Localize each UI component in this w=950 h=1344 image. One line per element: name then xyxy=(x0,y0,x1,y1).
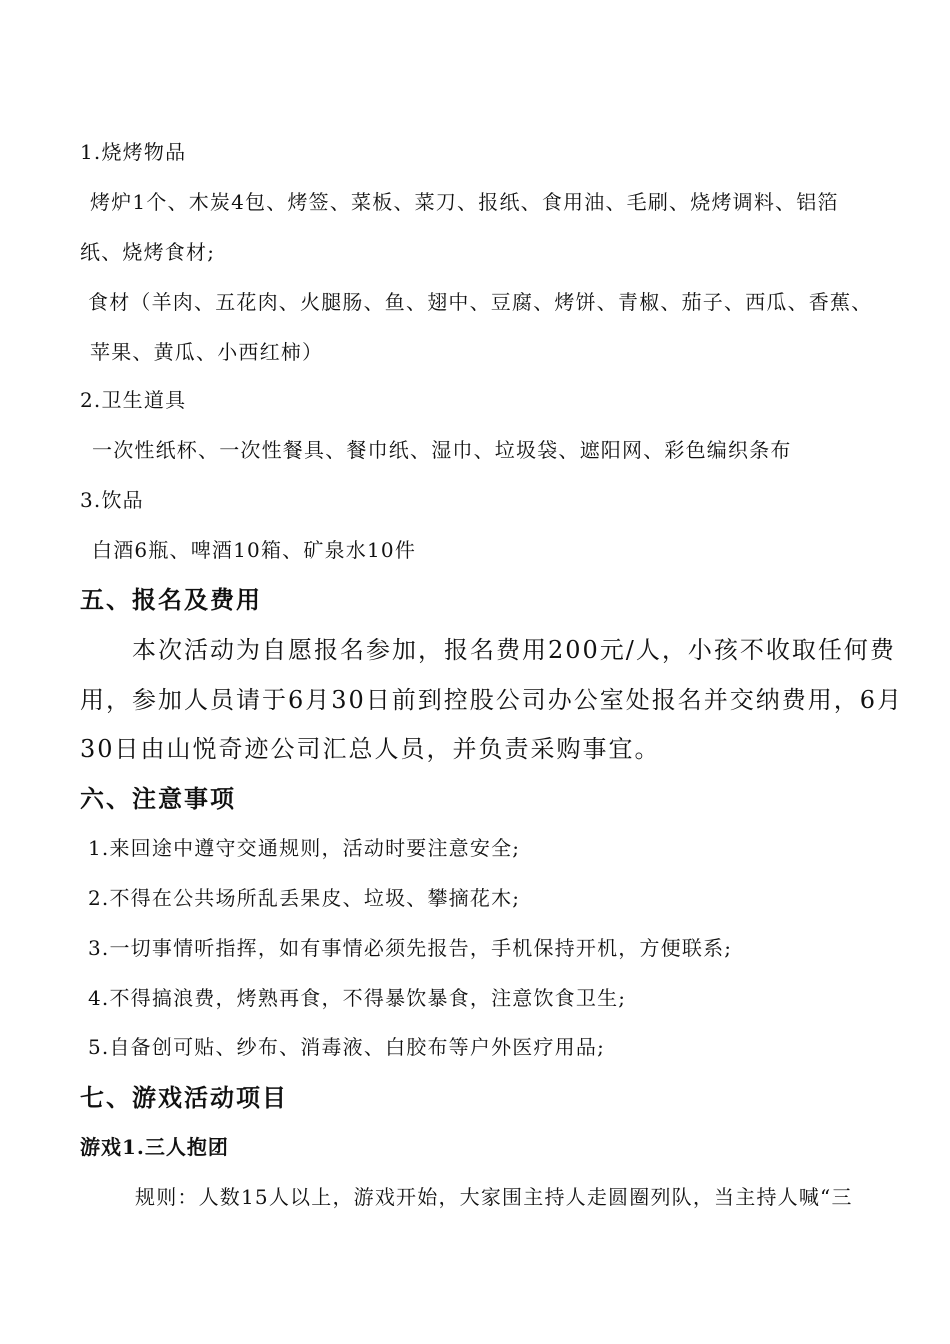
bbq-items-line-1: 烤炉1个、木炭4包、烤签、菜板、菜刀、报纸、食用油、毛刷、烧烤调料、铝箔 xyxy=(90,190,839,214)
notice-item-4: 4.不得搞浪费，烤熟再食，不得暴饮暴食，注意饮食卫生; xyxy=(88,986,627,1010)
notice-item-1: 1.来回途中遵守交通规则，活动时要注意安全; xyxy=(88,836,521,860)
notice-item-5: 5.自备创可贴、纱布、消毒液、白胶布等户外医疗用品; xyxy=(88,1035,606,1059)
drinks-title: 3.饮品 xyxy=(80,488,144,512)
game-1-rule: 规则：人数15人以上，游戏开始，大家围主持人走圆圈列队，当主持人喊“三 xyxy=(135,1185,853,1209)
section-5-heading: 五、报名及费用 xyxy=(80,585,262,614)
notice-item-3: 3.一切事情听指挥，如有事情必须先报告，手机保持开机，方便联系; xyxy=(88,936,733,960)
game-1-title: 游戏1.三人抱团 xyxy=(80,1135,229,1159)
section-7-heading: 七、游戏活动项目 xyxy=(80,1083,288,1112)
section-5-paragraph-line-3: 30日由山悦奇迹公司汇总人员，并负责采购事宜。 xyxy=(80,735,661,763)
section-5-paragraph-line-2: 用，参加人员请于6月30日前到控股公司办公室处报名并交纳费用，6月 xyxy=(80,686,904,714)
drinks-items: 白酒6瓶、啤酒10箱、矿泉水10件 xyxy=(92,538,417,562)
bbq-items-title: 1.烧烤物品 xyxy=(80,140,187,164)
hygiene-items: 一次性纸杯、一次性餐具、餐巾纸、湿巾、垃圾袋、遮阳网、彩色编织条布 xyxy=(92,438,792,462)
bbq-food-line-2: 苹果、黄瓜、小西红柿） xyxy=(90,340,324,364)
section-5-paragraph-line-1: 本次活动为自愿报名参加，报名费用200元/人，小孩不收取任何费 xyxy=(132,636,896,664)
hygiene-title: 2.卫生道具 xyxy=(80,388,187,412)
bbq-food-line-1: 食材（羊肉、五花肉、火腿肠、鱼、翅中、豆腐、烤饼、青椒、茄子、西瓜、香蕉、 xyxy=(88,290,873,314)
notice-item-2: 2.不得在公共场所乱丢果皮、垃圾、攀摘花木; xyxy=(88,886,521,910)
section-6-heading: 六、注意事项 xyxy=(80,784,236,813)
bbq-items-line-2: 纸、烧烤食材; xyxy=(80,240,216,264)
